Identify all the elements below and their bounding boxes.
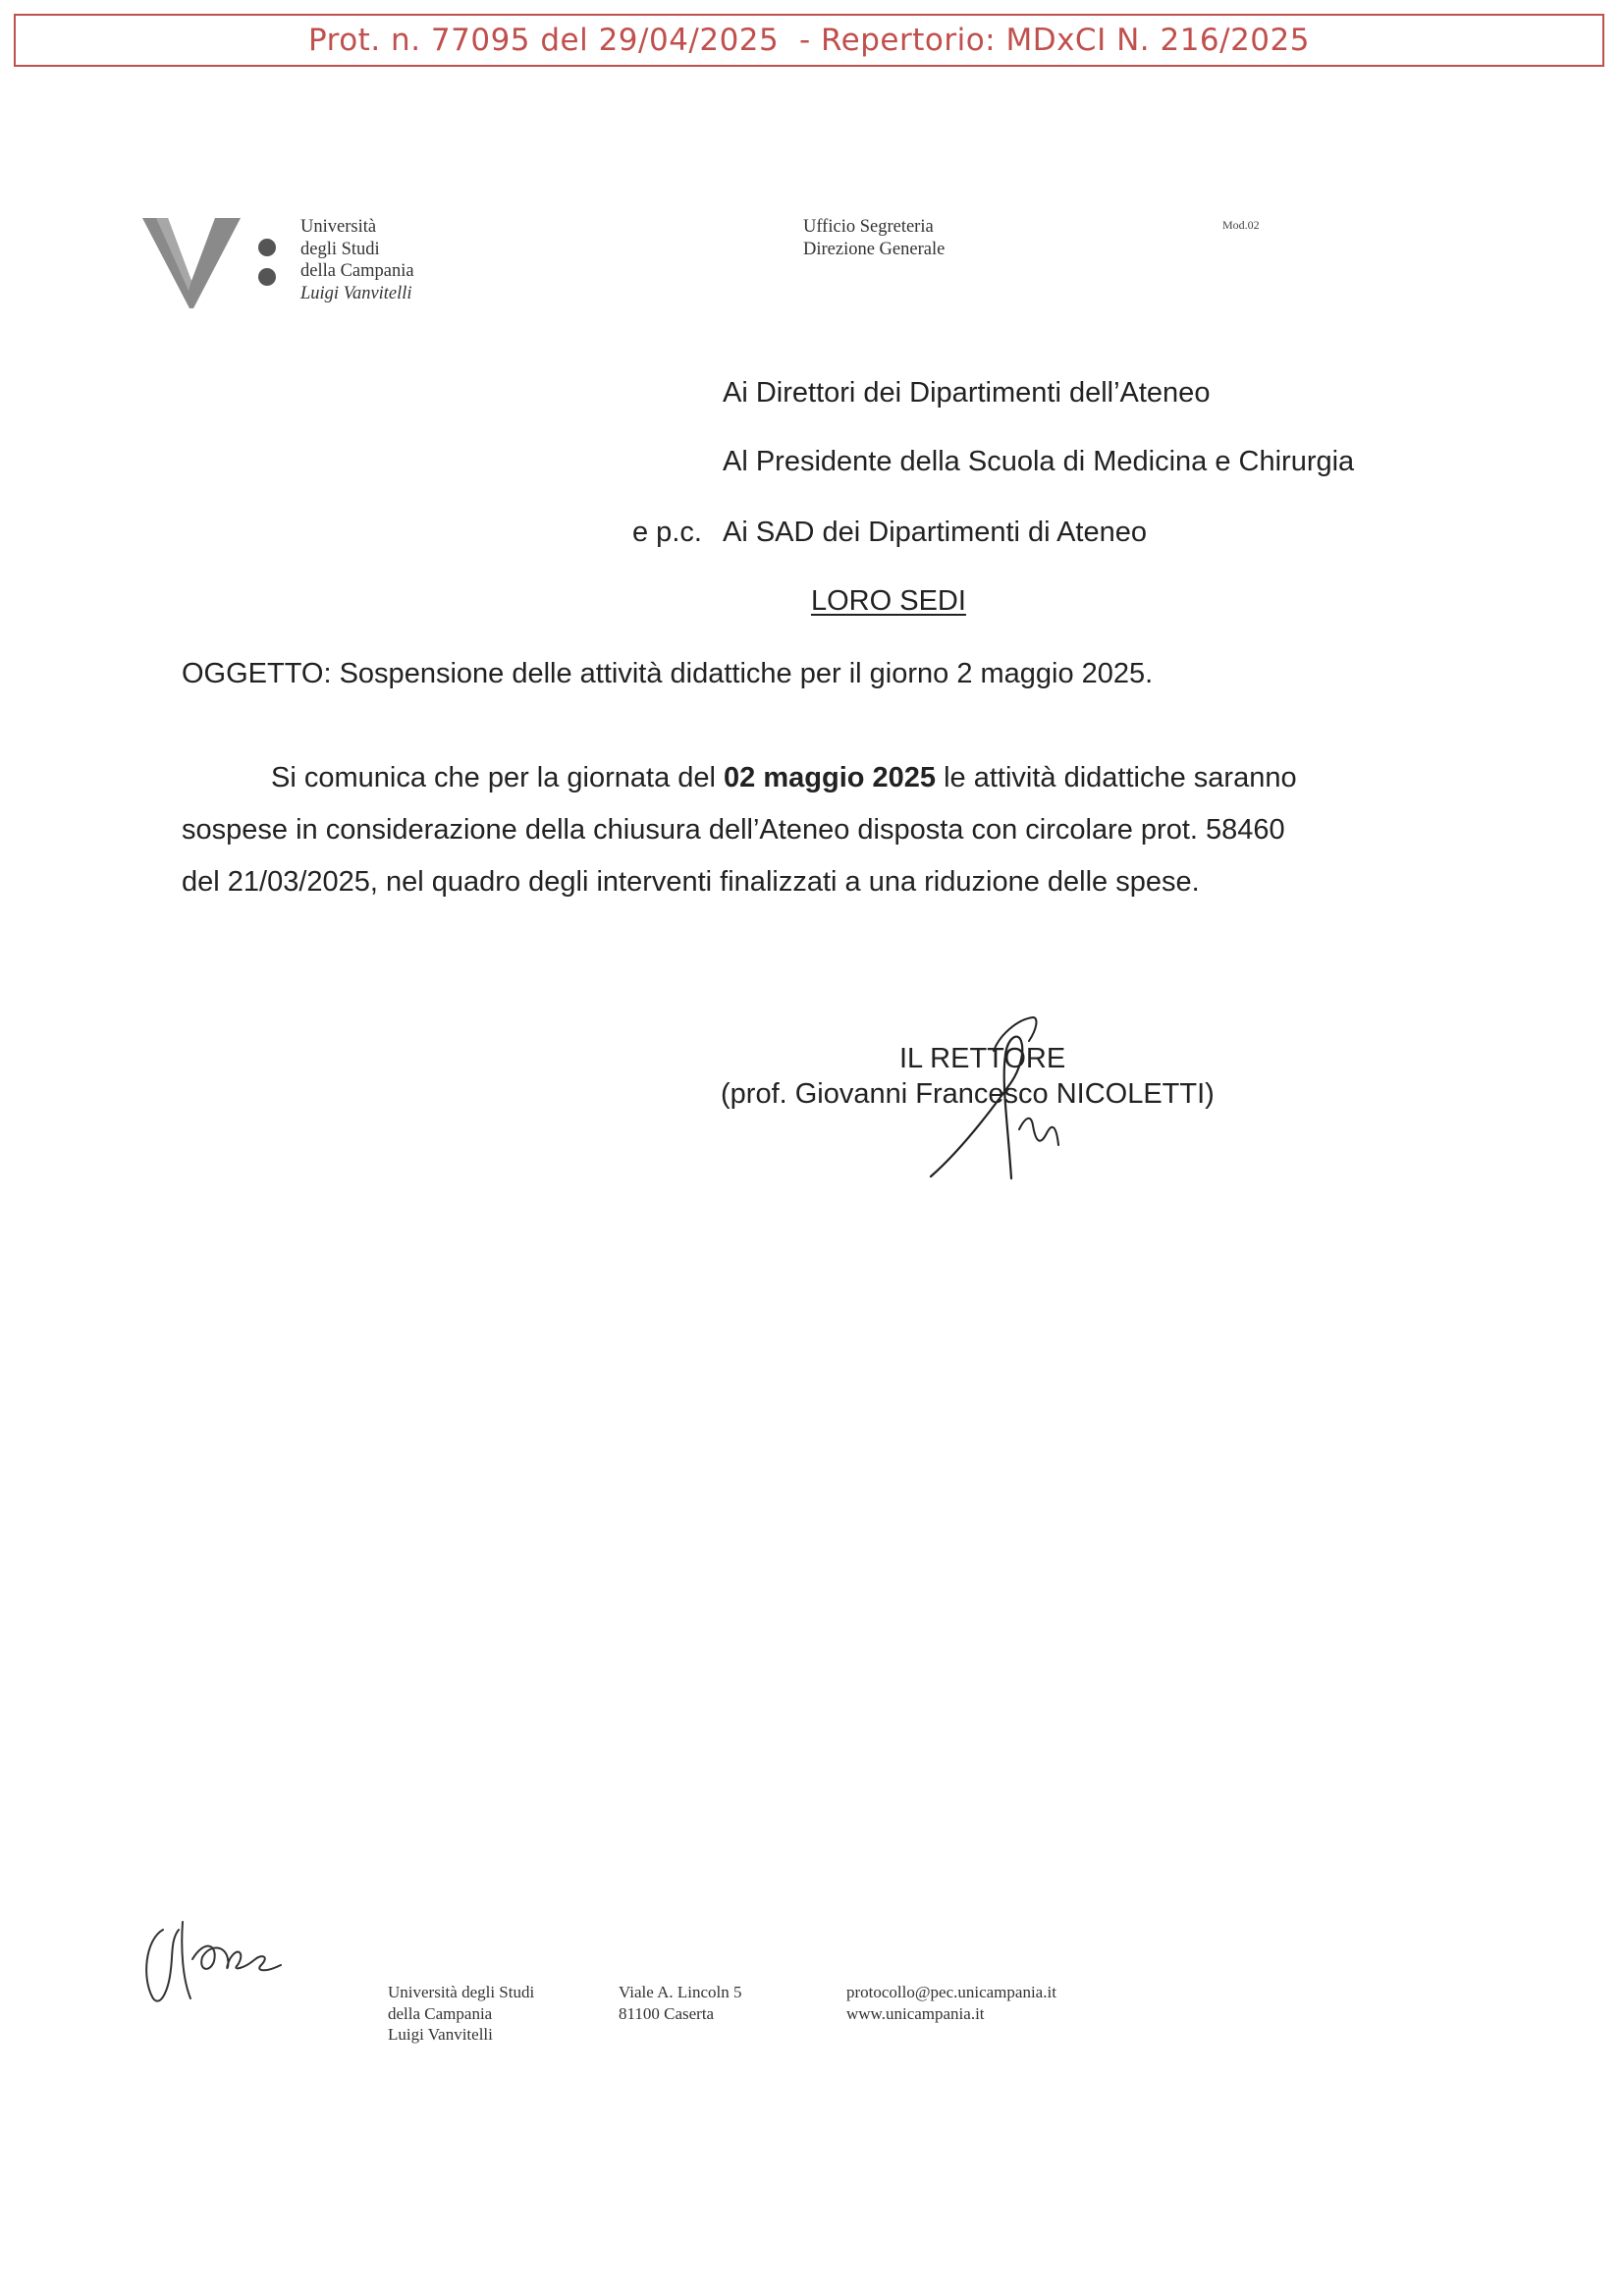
university-line-2: degli Studi <box>300 239 380 259</box>
office-name <box>803 216 945 260</box>
university-line-3: della Campania <box>300 261 414 281</box>
footer-university <box>388 1982 534 2046</box>
protocol-text: Prot. n. 77095 del 29/04/2025 - Repertorio: MDxCI N. 216/2025 <box>308 23 1310 58</box>
rector-title: IL RETTORE <box>899 1043 1066 1074</box>
body-line-3: del 21/03/2025, nel quadro degli interventi finalizzati a una riduzione delle spese. <box>182 866 1200 898</box>
university-name <box>300 216 414 304</box>
body-line-2: sospese in considerazione della chiusura dell’Ateneo disposta con circolare prot. 58460 <box>182 814 1285 846</box>
mod-code: Mod.02 <box>1222 218 1260 232</box>
loro-sedi: LORO SEDI <box>811 585 966 617</box>
office-line-2: Direzione Generale <box>803 239 946 259</box>
footer-address-line-1: Viale A. Lincoln 5 <box>619 1983 742 2001</box>
footer-university-line-2: della Campania <box>388 2003 493 2023</box>
rector-name: (prof. Giovanni Francesco NICOLETTI) <box>721 1078 1215 1110</box>
footer-contacts <box>846 1982 1056 2024</box>
subject-line: OGGETTO: Sospensione delle attività didattiche per il giorno 2 maggio 2025. <box>182 658 1154 689</box>
office-line-1: Ufficio Segreteria <box>803 217 934 237</box>
body-line-1-post: le attività didattiche saranno <box>936 762 1297 793</box>
body-line-1-pre: Si comunica che per la giornata del <box>271 762 725 793</box>
university-line-1: Università <box>300 217 377 237</box>
body-line-1 <box>271 760 1297 795</box>
handwritten-initials <box>135 1900 293 2008</box>
university-logo <box>142 210 290 318</box>
protocol-stamp <box>14 14 1604 67</box>
recipient-president: Al Presidente della Scuola di Medicina e Chirurgia <box>723 446 1355 477</box>
footer-university-line-1: Università degli Studi <box>388 1983 535 2001</box>
footer-address-line-2: 81100 Caserta <box>619 2003 715 2023</box>
footer-university-line-3: Luigi Vanvitelli <box>388 2025 493 2044</box>
recipient-directors: Ai Direttori dei Dipartimenti dell’Ateneo <box>723 377 1211 409</box>
body-date-bold: 02 maggio 2025 <box>724 762 937 793</box>
cc-label: e p.c. <box>632 517 702 548</box>
footer-address <box>619 1982 742 2024</box>
footer-website: www.unicampania.it <box>846 2003 985 2023</box>
handwritten-signature <box>923 1011 1070 1188</box>
footer-pec-email: protocollo@pec.unicampania.it <box>846 1983 1056 2001</box>
university-line-4: Luigi Vanvitelli <box>300 283 412 303</box>
recipient-sad: Ai SAD dei Dipartimenti di Ateneo <box>723 517 1147 548</box>
